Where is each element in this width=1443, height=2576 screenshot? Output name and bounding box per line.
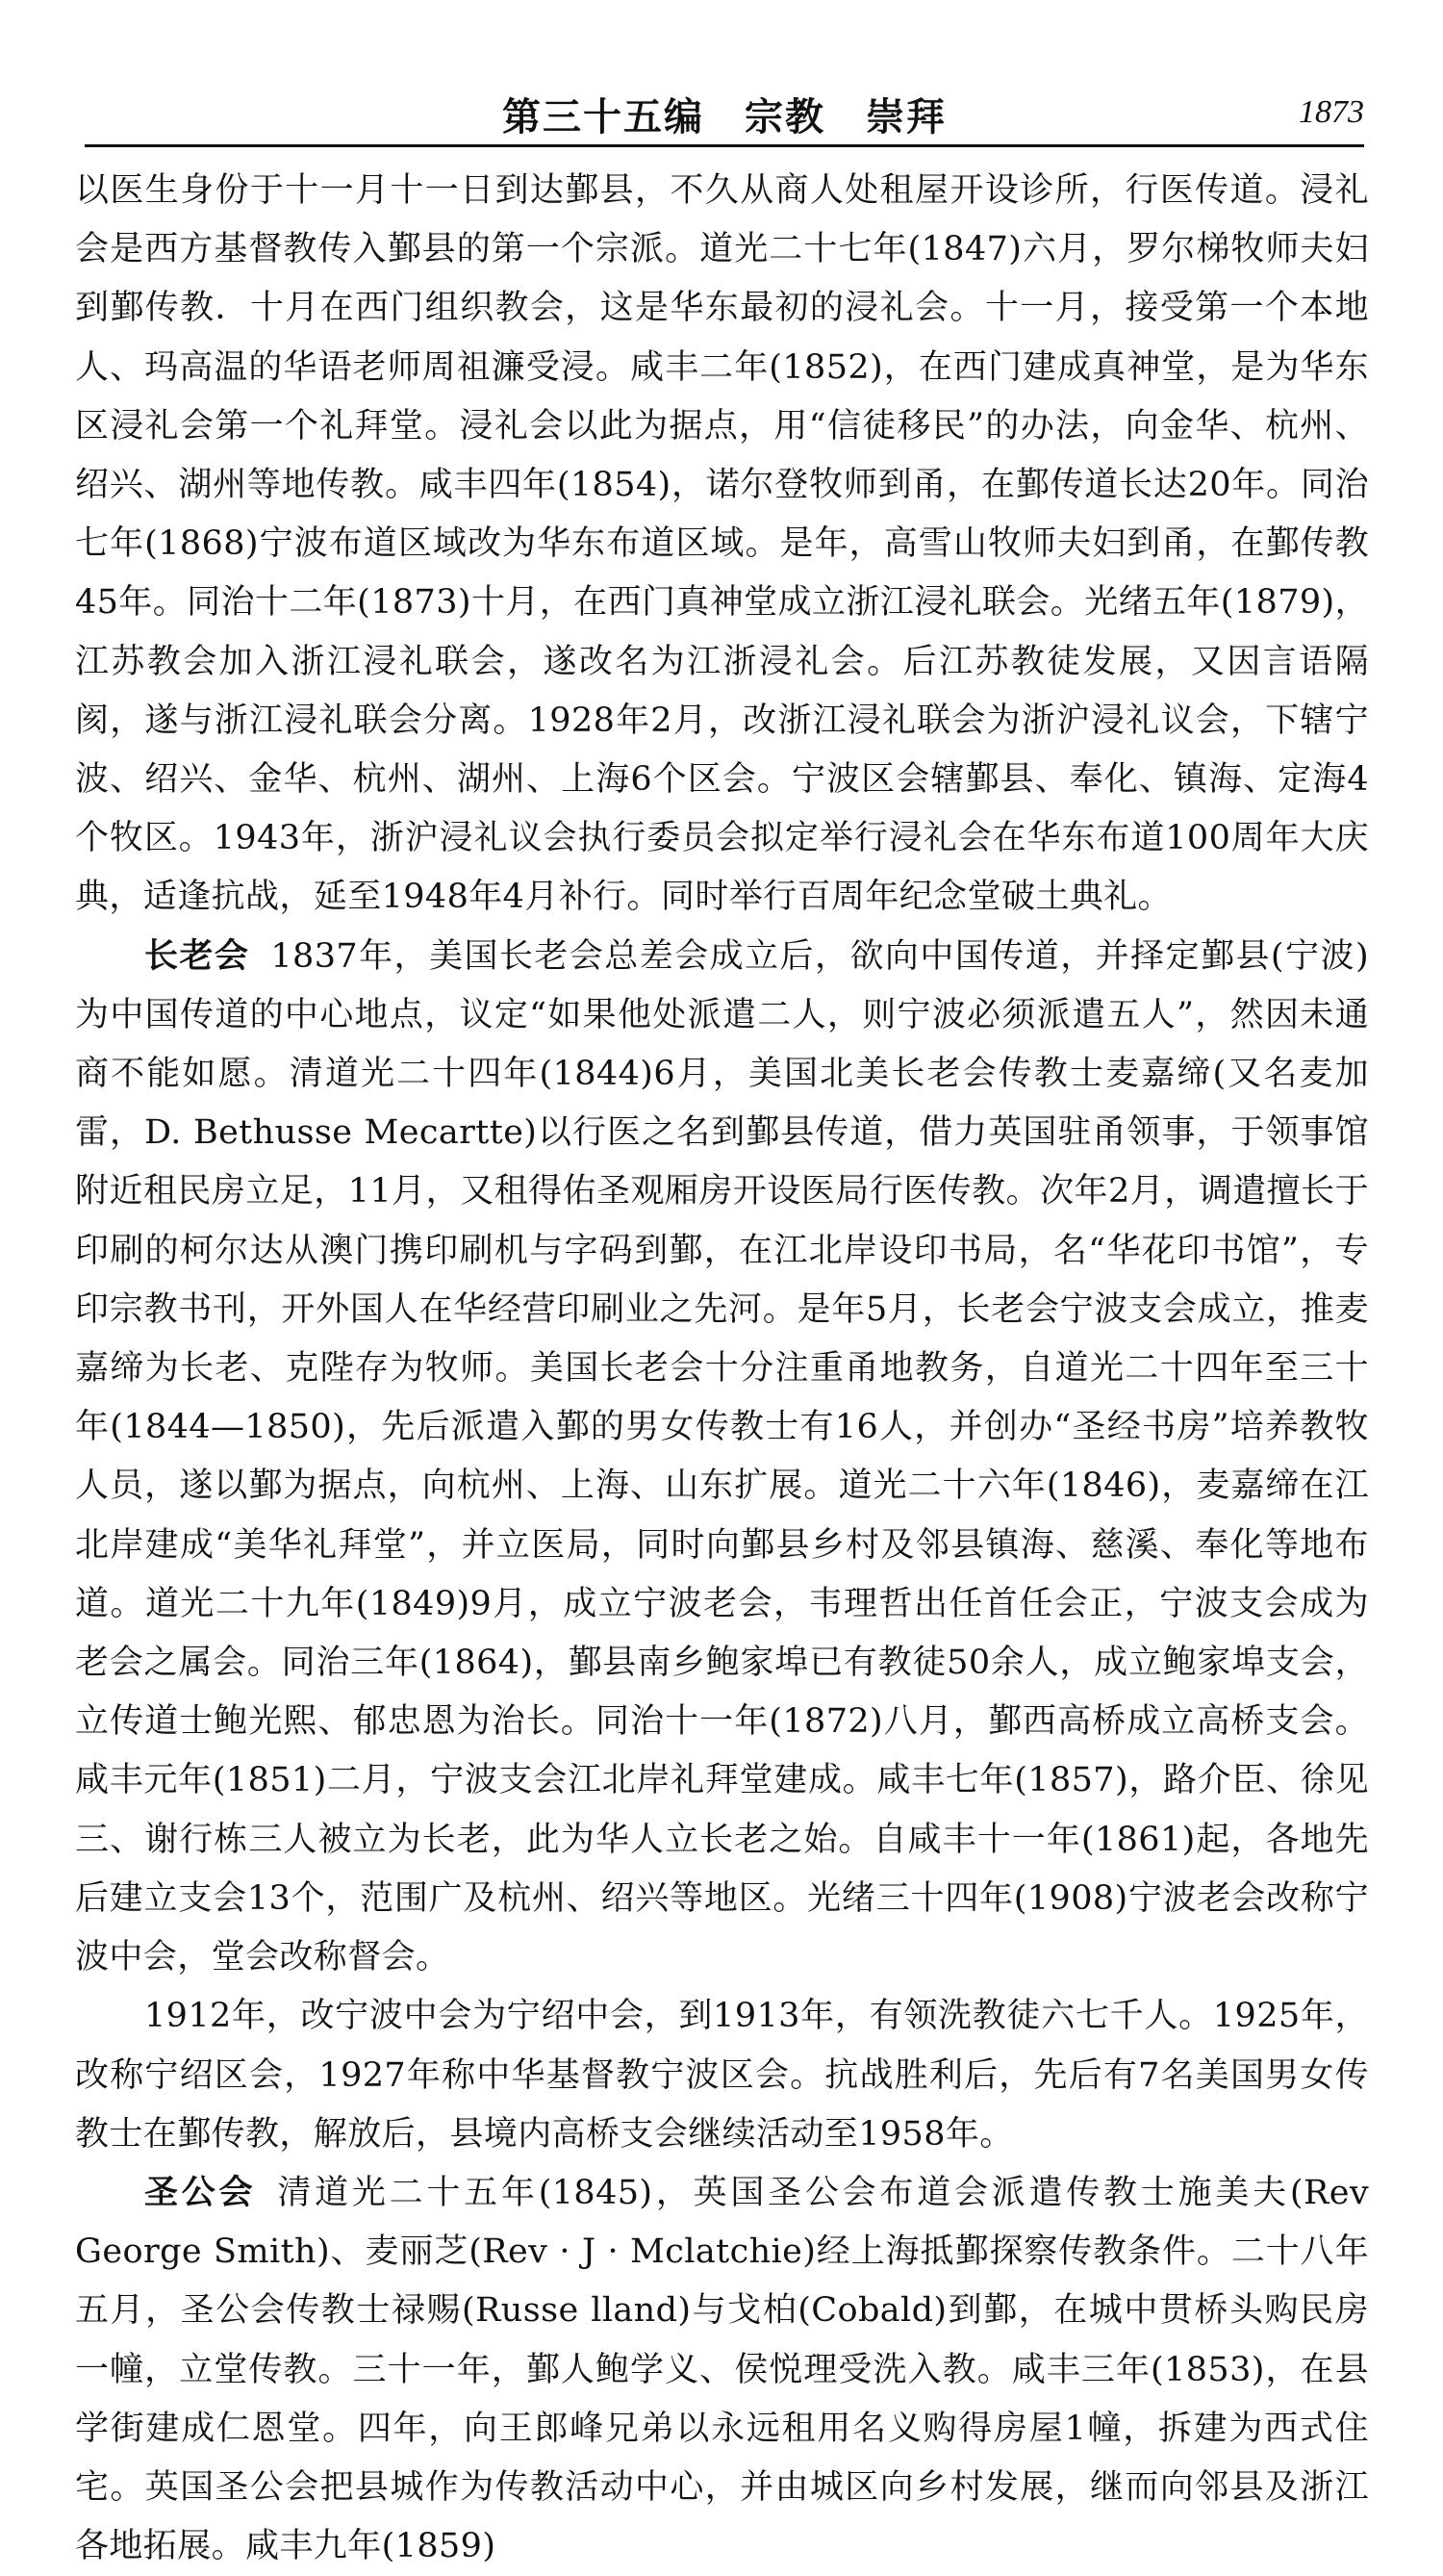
paragraph-text: 1912年，改宁波中会为宁绍中会，到1913年，有领洗教徒六七千人。1925年，改称宁绍区会，1927年称中华基督教宁波区会。抗战胜利后，先后有7名美国男女传教士在鄞传教，解放后，县境内高桥支会继续活动至1958年。 bbox=[75, 1997, 1369, 2154]
paragraph-presbyterian bbox=[75, 928, 1369, 1988]
section-term-presbyterian: 长老会 bbox=[144, 936, 250, 976]
page-number: 1873 bbox=[1299, 94, 1364, 130]
paragraph-text: 清道光二十五年(1845)，英国圣公会布道会派遣传教士施美夫(Rev George Smith)、麦丽芝(Rev · J · Mclatchie)经上海抵鄞探察传教条件。二十八年五月，圣公会传教士禄赐(Russe lland)与戈柏(Cobald)到鄞，在城中贯桥头购民房一幢，立堂传教。三十一年，鄞人鲍学义、侯悦理受洗入教。咸丰三年(1853)，在县学街建成仁恩堂。四年，向王郎峰兄弟以永远租用名义购得房屋1幢，拆建为西式住宅。英国圣公会把县城作为传教活动中心，并由城区向乡村发展，继而向邻县及浙江各地拓展。咸丰九年(1859) bbox=[75, 2173, 1369, 2566]
running-title: 第三十五编 宗教 崇拜 bbox=[502, 95, 947, 140]
paragraph-presbyterian-later bbox=[75, 1987, 1369, 2164]
page-header bbox=[85, 77, 1364, 147]
paragraph-text: 1837年，美国长老会总差会成立后，欲向中国传道，并择定鄞县(宁波)为中国传道的中心地点，议定“如果他处派遣二人，则宁波必须派遣五人”，然因未通商不能如愿。清道光二十四年(1844)6月，美国北美长老会传教士麦嘉缔(又名麦加雷，D. Bethusse Mecartte)以行医之名到鄞县传道，借力英国驻甬领事，于领事馆附近租民房立足，11月，又租得佑圣观厢房开设医局行医传教。次年2月，调遣擅长于印刷的柯尔达从澳门携印刷机与字码到鄞，在江北岸设印书局，名“华花印书馆”，专印宗教书刊，开外国人在华经营印刷业之先河。是年5月，长老会宁波支会成立，推麦嘉缔为长老、克陛存为牧师。美国长老会十分注重甬地教务，自道光二十四年至三十年(1844—1850)，先后派遣入鄞的男女传教士有16人，并创办“圣经书房”培养教牧人员，遂以鄞为据点，向杭州、上海、山东扩展。道光二十六年(1846)，麦嘉缔在江北岸建成“美华礼拜堂”，并立医局，同时向鄞县乡村及邻县镇海、慈溪、奉化等地布道。道光二十九年(1849)9月，成立宁波老会，韦理哲出任首任会正，宁波支会成为老会之属会。同治三年(1864)，鄞县南乡鲍家埠已有教徒50余人，成立鲍家埠支会，立传道士鲍光熙、郁忠恩为治长。同治十一年(1872)八月，鄞西高桥成立高桥支会。咸丰元年(1851)二月，宁波支会江北岸礼拜堂建成。咸丰七年(1857)，路介臣、徐见三、谢行栋三人被立为长老，此为华人立长老之始。自咸丰十一年(1861)起，各地先后建立支会13个，范围广及杭州、绍兴等地区。光绪三十四年(1908)宁波老会改称宁波中会，堂会改称督会。 bbox=[75, 936, 1370, 1977]
paragraph-baptist-continued bbox=[75, 162, 1369, 928]
section-term-anglican: 圣公会 bbox=[144, 2173, 257, 2212]
body-text bbox=[75, 162, 1369, 2576]
paragraph-anglican bbox=[75, 2164, 1369, 2576]
paragraph-text: 以医生身份于十一月十一日到达鄞县，不久从商人处租屋开设诊所，行医传道。浸礼会是西方基督教传入鄞县的第一个宗派。道光二十七年(1847)六月，罗尔梯牧师夫妇到鄞传教．十月在西门组织教会，这是华东最初的浸礼会。十一月，接受第一个本地人、玛高温的华语老师周祖濂受浸。咸丰二年(1852)，在西门建成真神堂，是为华东区浸礼会第一个礼拜堂。浸礼会以此为据点，用“信徒移民”的办法，向金华、杭州、绍兴、湖州等地传教。咸丰四年(1854)，诺尔登牧师到甬，在鄞传道长达20年。同治七年(1868)宁波布道区域改为华东布道区域。是年，高雪山牧师夫妇到甬，在鄞传教45年。同治十二年(1873)十月，在西门真神堂成立浙江浸礼联会。光绪五年(1879)，江苏教会加入浙江浸礼联会，遂改名为江浙浸礼会。后江苏教徒发展，又因言语隔阂，遂与浙江浸礼联会分离。1928年2月，改浙江浸礼联会为浙沪浸礼议会，下辖宁波、绍兴、金华、杭州、湖州、上海6个区会。宁波区会辖鄞县、奉化、镇海、定海4个牧区。1943年，浙沪浸礼议会执行委员会拟定举行浸礼会在华东布道100周年大庆典，适逢抗战，延至1948年4月补行。同时举行百周年纪念堂破土典礼。 bbox=[75, 171, 1369, 917]
